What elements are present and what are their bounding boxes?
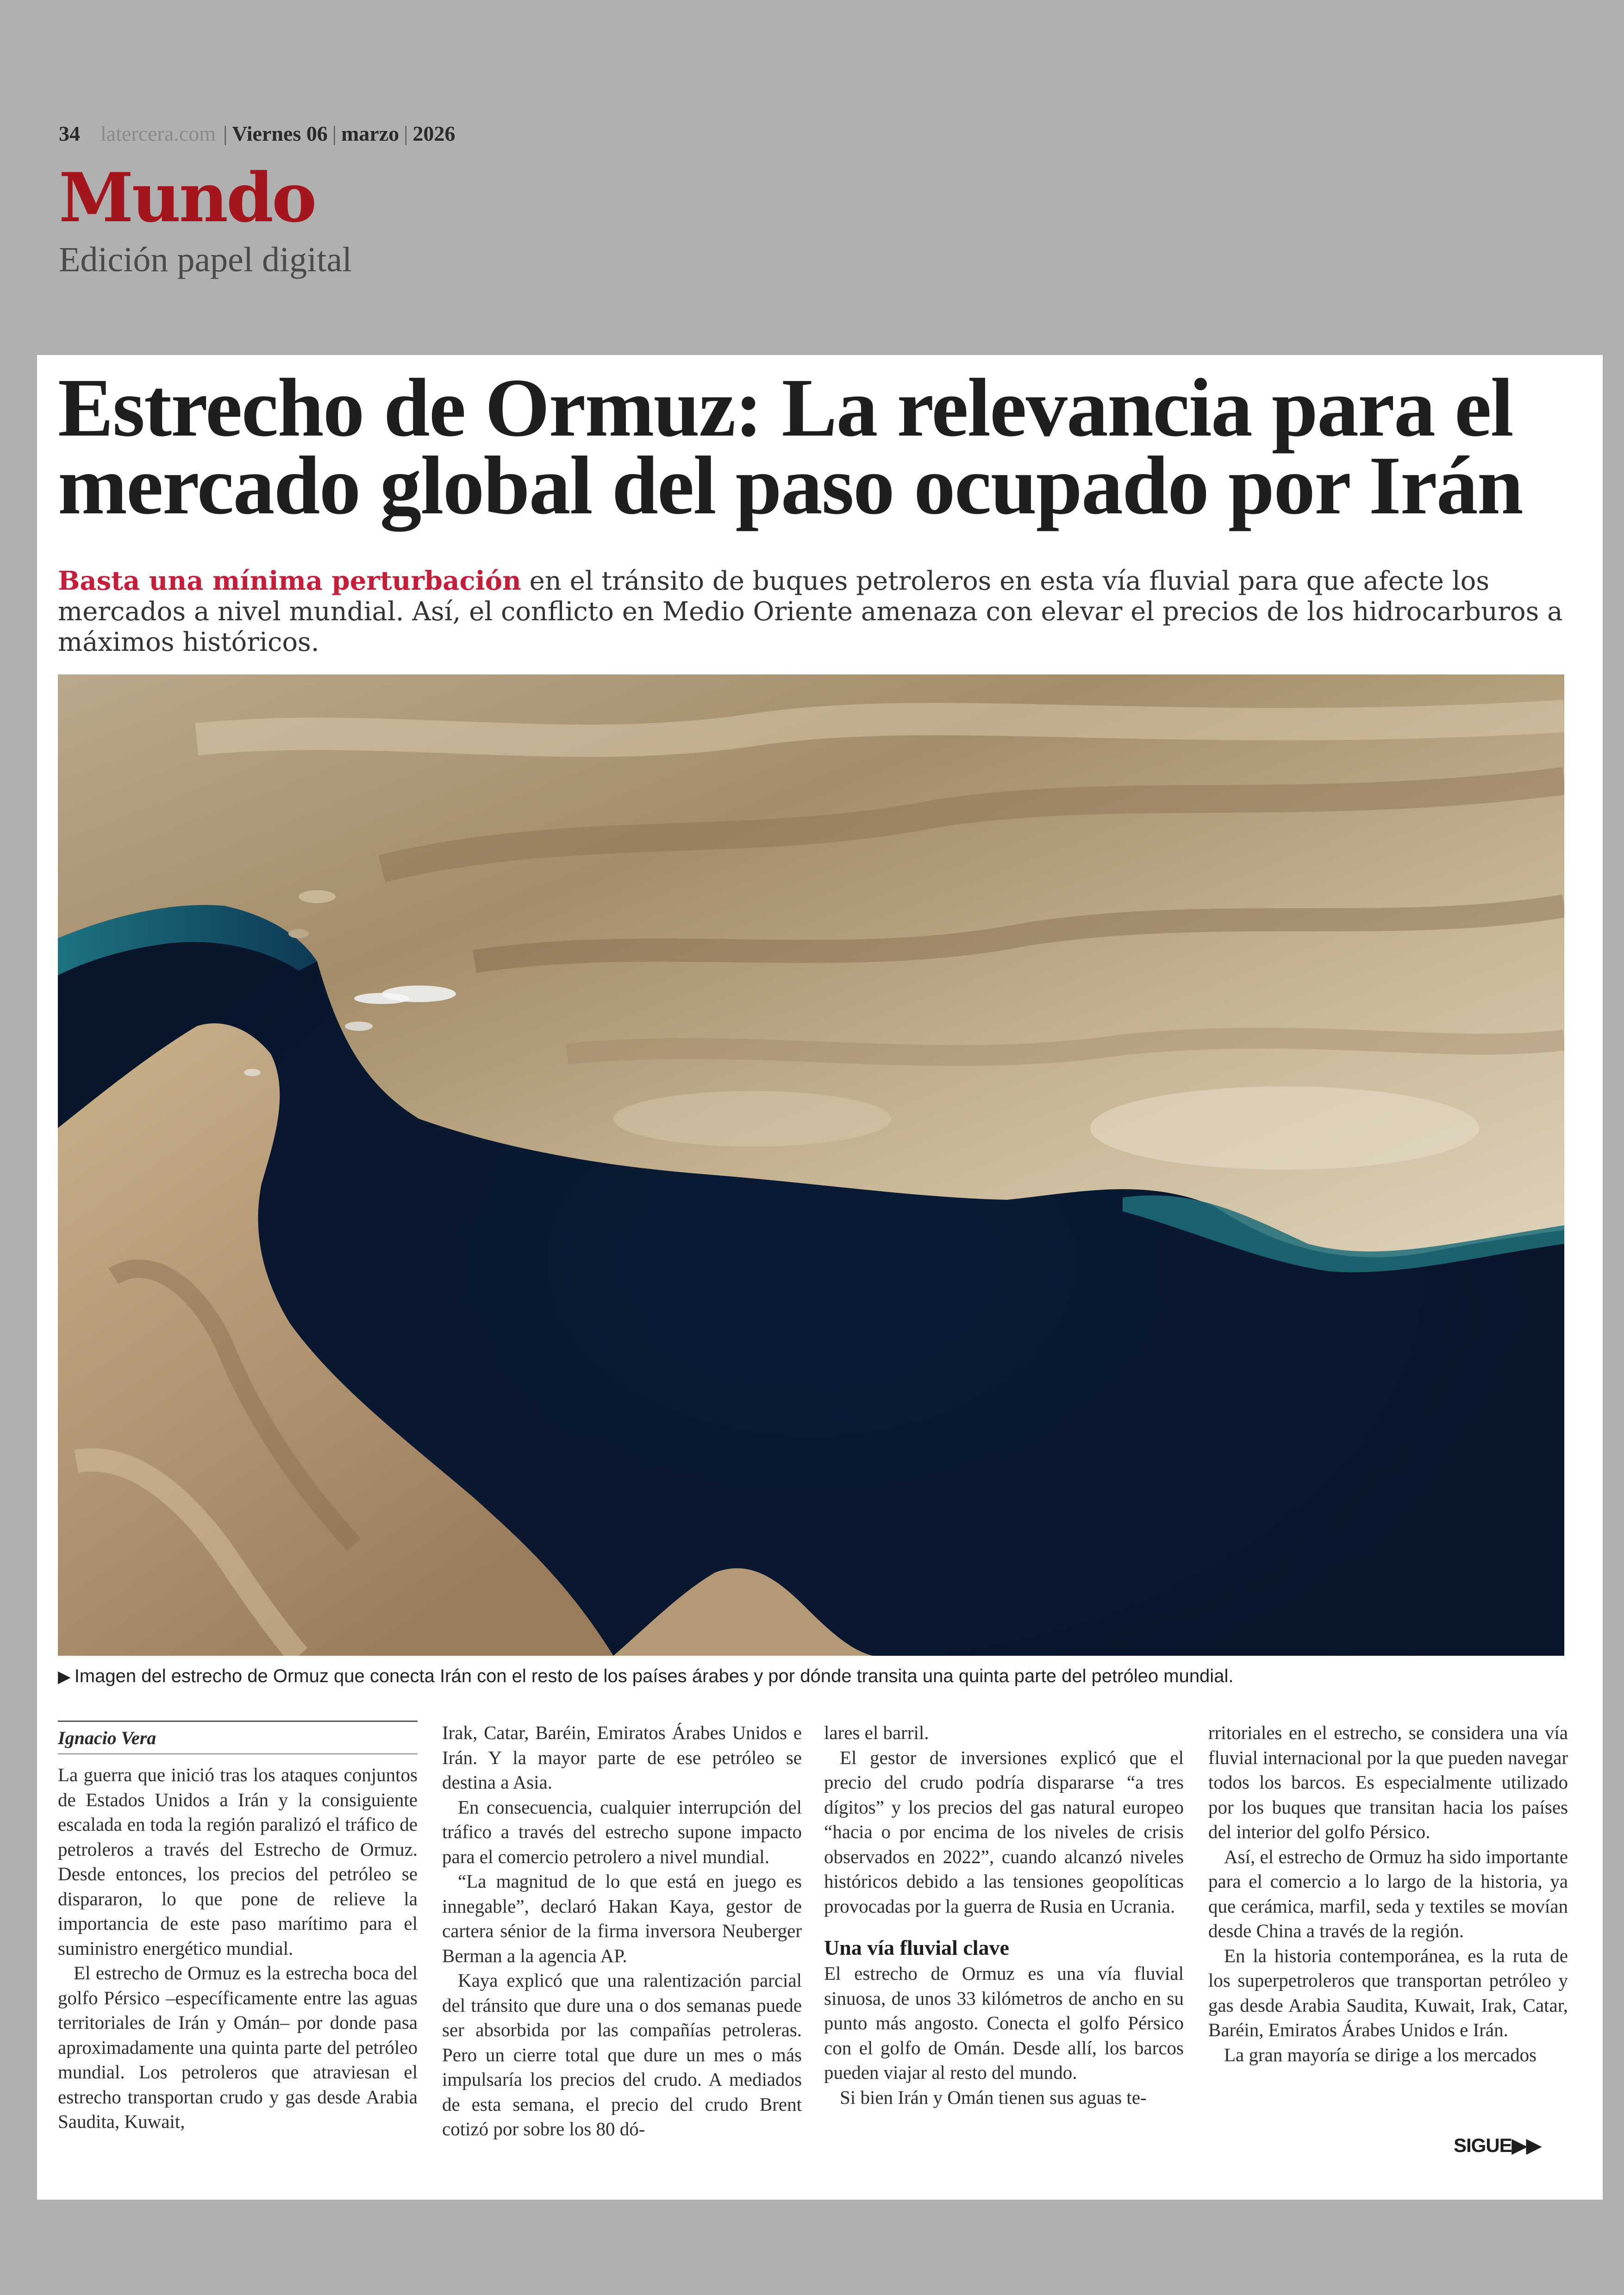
paragraph: rritoriales en el estrecho, se considera una vía fluvial internacional por la que pueden navegar todos los barcos. Es especialmente utilizado por los buques que transitan hacia los países del interior del golfo Pérsico.	[1208, 1722, 1568, 1842]
paragraph: Irak, Catar, Baréin, Emiratos Árabes Unidos e Irán. Y la mayor parte de ese petróleo se destina a Asia.	[442, 1722, 802, 1793]
deck-text: en el tránsito de buques petroleros en esta vía fluvial para que afecte los mercados a nivel mundial. Así, el conflicto en Medio Oriente amenaza con elevar el precios de los hidrocarburos a máximos históricos.	[58, 566, 1563, 657]
paragraph: El estrecho de Ormuz es la estrecha boca del golfo Pérsico –específicamente entre las aguas territoriales de Irán y Omán– por donde pasa aproximadamente una quinta parte del petróleo mundial. Los petroleros que atraviesan el estrecho transportan crudo y gas desde Arabia Saudita, Kuwait,	[58, 1962, 418, 2132]
article-column-4	[1208, 1721, 1568, 2067]
deck-lead: Basta una mínima perturbación	[58, 566, 521, 596]
paragraph: En la historia contemporánea, es la ruta de los superpetroleros que transportan petróleo y gas desde Arabia Saudita, Kuwait, Irak, Catar, Baréin, Emiratos Árabes Unidos e Irán.	[1208, 1945, 1568, 2040]
issue-year: 2026	[412, 122, 456, 145]
headline	[58, 362, 1586, 531]
issue-month: marzo	[341, 122, 400, 145]
paragraph: lares el barril.	[824, 1722, 929, 1743]
paragraph: El estrecho de Ormuz es una vía fluvial sinuosa, de unos 33 kilómetros de ancho en su punto más angosto. Conecta el golfo Pérsico con el golfo de Omán. Desde allí, los barcos pueden viajar al resto del mundo.	[824, 1963, 1184, 2083]
satellite-photo	[58, 674, 1564, 1656]
paragraph: “La magnitud de lo que está en juego es innegable”, declaró Hakan Kaya, gestor de cartera sénior de la firma inversora Neuberger Berman a la agencia AP.	[442, 1871, 802, 1966]
continue-marker	[1454, 2134, 1541, 2157]
issue-day: Viernes 06	[232, 122, 328, 145]
byline: Ignacio Vera	[58, 1721, 418, 1754]
paragraph: El gestor de inversiones explicó que el precio del crudo podría dispararse “a tres dígitos” y los precios del gas natural europeo “hacia o por encima de los niveles de crisis observados en 2022”, cuando alcanzó niveles históricos debido a las tensiones geopolíticas provocadas por la guerra de Rusia en Ucrania.	[824, 1746, 1184, 1917]
paragraph: Kaya explicó que una ralentización parcial del tránsito que dure una o dos semanas puede ser absorbida por las compañías petroleras. Pero un cierre total que dure un mes o más impulsaría los precios del crudo. A mediados de esta semana, el precio del crudo Brent cotizó por sobre los 80 dó-	[442, 1970, 802, 2139]
caption-text: Imagen del estrecho de Ormuz que conecta Irán con el resto de los países árabes y por dónde transita una quinta parte del petróleo mundial.	[74, 1666, 1234, 1686]
headline-line-1: Estrecho de Ormuz: La relevancia para el	[58, 362, 1513, 454]
continue-label: SIGUE	[1454, 2134, 1512, 2156]
article-column-1	[58, 1721, 418, 2134]
paragraph: La gran mayoría se dirige a los mercados	[1224, 2044, 1537, 2065]
photo-caption	[58, 1666, 1581, 1687]
paragraph: Así, el estrecho de Ormuz ha sido importante para el comercio a lo largo de la historia, ya que cerámica, marfil, seda y textiles se movían desde China a través de la región.	[1208, 1846, 1568, 1941]
site-name: latercera.com	[100, 122, 216, 145]
paragraph: Si bien Irán y Omán tienen sus aguas te-	[840, 2086, 1147, 2108]
paragraph: En consecuencia, cualquier interrupción del tráfico a través del estrecho supone impacto para el comercio petrolero a nivel mundial.	[442, 1796, 802, 1867]
deck	[58, 566, 1581, 658]
masthead	[59, 121, 455, 146]
double-arrow-icon: ▶▶	[1512, 2134, 1541, 2156]
strait-of-hormuz-image	[58, 674, 1564, 1656]
article-column-3	[824, 1721, 1184, 2110]
page-number: 34	[59, 122, 80, 145]
headline-line-2: mercado global del paso ocupado por Irán	[58, 439, 1523, 531]
paragraph: La guerra que inició tras los ataques conjuntos de Estados Unidos a Irán y la consiguiente escalada en toda la región paralizó el tráfico de petroleros a través del Estrecho de Ormuz. Desde entonces, los precios del petróleo se dispararon, lo que pone de relieve la importancia de este paso marítimo para el suministro energético mundial.	[58, 1764, 418, 1959]
article-column-2	[442, 1721, 802, 2142]
folio-line: 34 latercera.com | Viernes 06 | marzo | 2026	[59, 122, 456, 145]
section-title: Mundo	[59, 158, 315, 237]
edition-label: Edición papel digital	[59, 240, 352, 279]
article-page	[37, 355, 1603, 2200]
subheading: Una vía fluvial clave	[824, 1936, 1009, 1959]
play-triangle-icon: ▶	[58, 1667, 71, 1686]
